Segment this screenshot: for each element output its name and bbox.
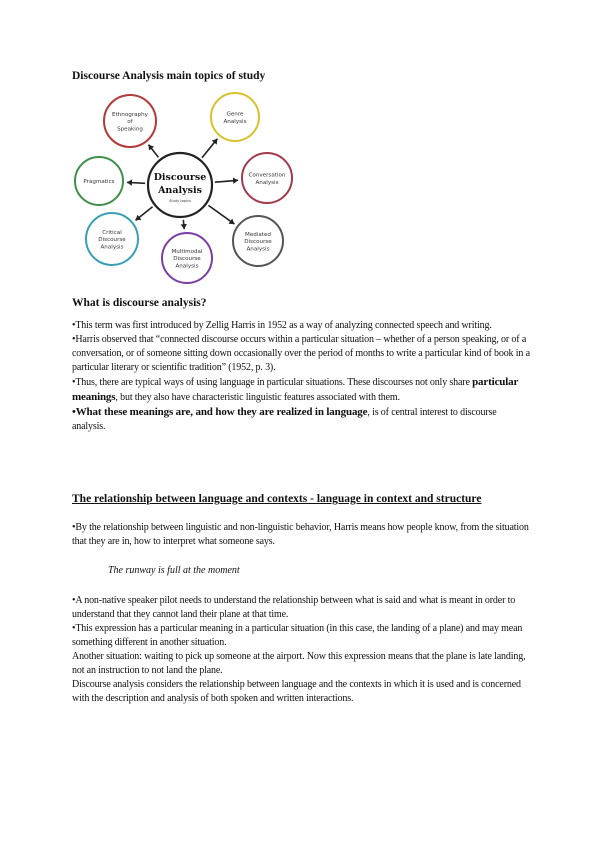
section2-paragraph-4: Another situation: waiting to pick up someone at the airport. Now this expression means that the plane is late landing, not an instruction to not land the plane. <box>72 651 526 676</box>
section2-paragraph-1: •By the relationship between linguistic and non-linguistic behavior, Harris means how people know, from the situation that they are in, how to interpret what someone says. <box>72 522 529 547</box>
diagram-arrowhead <box>233 178 238 184</box>
diagram-node-label: Discourse <box>173 256 201 263</box>
section1-body <box>72 319 532 434</box>
diagram-node-label: Discourse <box>98 237 126 244</box>
diagram-node-label: Ethnography <box>112 112 148 118</box>
center-sub-label: Study topics <box>169 199 191 203</box>
diagram-node-label: Discourse <box>244 239 272 246</box>
diagram-arrowhead <box>127 179 132 185</box>
p4-text-post: , is of central interest to discourse analysis. <box>72 407 497 432</box>
section1-paragraph-2: •Harris observed that “connected discourse occurs within a particular situation – whether of a person speaking, or of a conversation, or of someone sitting down occasionally over the period of months to write a particular kind of book in a particular literary or scientific tradition” (1952, p. 3). <box>72 334 530 373</box>
diagram-node-label: Mediated <box>245 232 271 238</box>
center-label-line2: Analysis <box>158 185 202 196</box>
p4-bold-phrase: •What these meanings are, and how they are realized in language <box>72 406 368 418</box>
diagram-arrowhead <box>181 224 187 229</box>
topics-diagram <box>60 88 300 288</box>
diagram-node-label: Genre <box>226 111 244 118</box>
p3-bold-phrase: particular meanings <box>72 376 519 403</box>
diagram-node-label: Analysis <box>223 118 247 125</box>
diagram-node-label: Analysis <box>100 244 124 251</box>
section2-intro <box>72 521 532 549</box>
diagram-node-label: Conversation <box>248 172 286 179</box>
p3-text-post: , but they also have characteristic linguistic features associated with them. <box>115 392 400 403</box>
diagram-node-label: Analysis <box>255 179 279 186</box>
diagram-node-label: of <box>127 119 133 126</box>
p3-text-pre: •Thus, there are typical ways of using language in particular situations. These discourses not only share <box>72 377 473 388</box>
center-label-line1: Discourse <box>153 172 207 183</box>
section1-paragraph-1: •This term was first introduced by Zellig Harris in 1952 as a way of analyzing connected speech and writing. <box>72 320 492 331</box>
section2-paragraph-5: Discourse analysis considers the relationship between language and the contexts in which it is used and is concerned with the description and analysis of both spoken and written interactions. <box>72 679 521 704</box>
section1-paragraph-4 <box>72 405 532 434</box>
diagram-node-label: Analysis <box>246 246 270 253</box>
section2-paragraph-2: •A non-native speaker pilot needs to understand the relationship between what is said and what is meant in order to understand that they cannot land their plane at that time. <box>72 595 516 620</box>
diagram-node-label: Analysis <box>175 263 199 270</box>
page-title: Discourse Analysis main topics of study <box>72 70 266 82</box>
diagram-node-label: Pragmatics <box>83 179 115 186</box>
diagram-node-label: Multimodal <box>171 249 203 255</box>
section2-heading: The relationship between language and contexts - language in context and structure <box>72 493 482 505</box>
section2-body <box>72 594 532 706</box>
example-quote: The runway is full at the moment <box>108 565 240 576</box>
topics-diagram-svg <box>60 88 300 288</box>
section1-heading: What is discourse analysis? <box>72 297 207 309</box>
center-node <box>148 153 212 217</box>
diagram-node-label: Critical <box>102 230 122 236</box>
diagram-node-label: Speaking <box>117 126 143 133</box>
section2-paragraph-3: •This expression has a particular meaning in a particular situation (in this case, the landing of a plane) and may mean something different in another situation. <box>72 623 523 648</box>
section1-paragraph-3 <box>72 375 532 405</box>
